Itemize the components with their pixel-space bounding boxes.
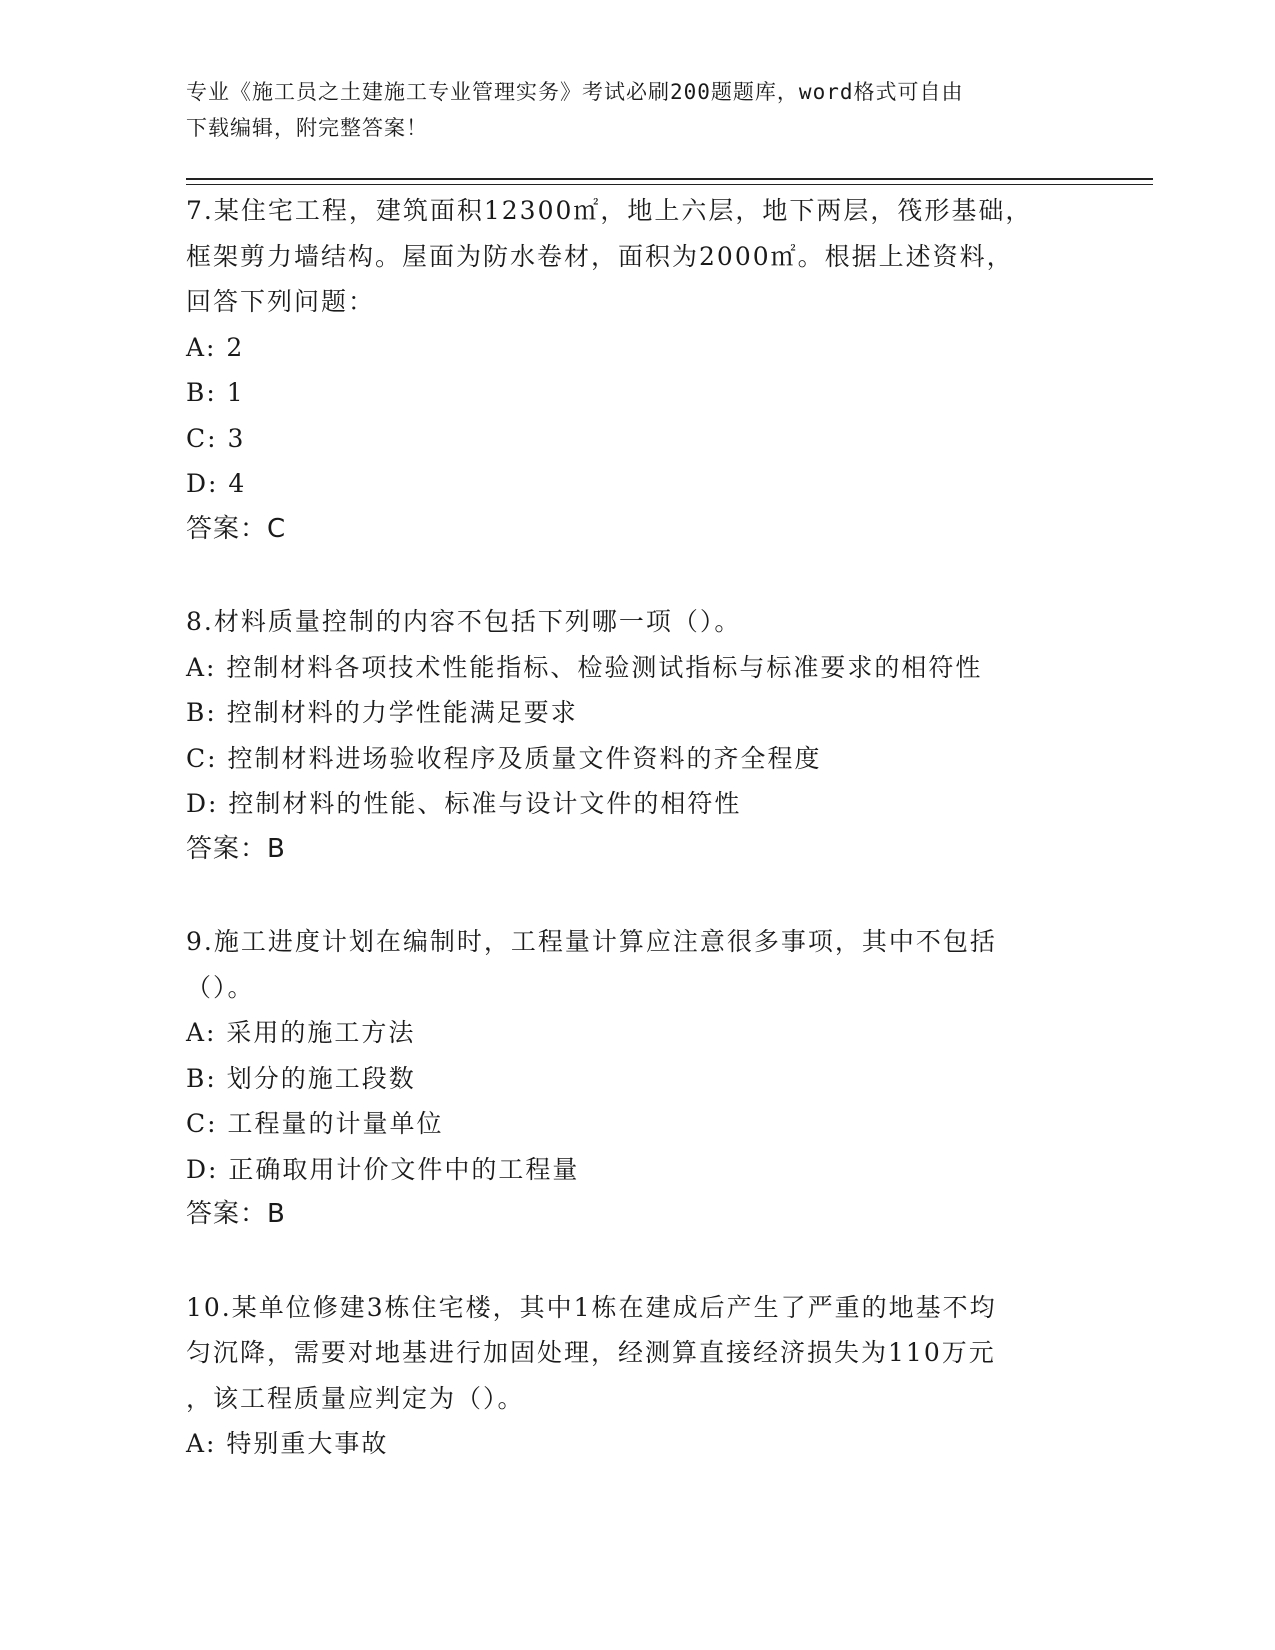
question-text-line: 框架剪力墙结构。屋面为防水卷材，面积为2000㎡。根据上述资料， <box>186 241 1014 271</box>
question-text-line: 8.材料质量控制的内容不包括下列哪一项（）。 <box>186 607 742 636</box>
option-c: C: 工程量的计量单位 <box>186 1109 444 1138</box>
header-divider-thin <box>186 184 1153 185</box>
document-header <box>186 74 1076 146</box>
question-text-line: 9.施工进度计划在编制时，工程量计算应注意很多事项，其中不包括 <box>186 927 997 956</box>
option-b: B: 划分的施工段数 <box>186 1063 416 1093</box>
header-line-2: 下载编辑，附完整答案！ <box>186 116 428 140</box>
option-b: B: 1 <box>186 378 245 407</box>
option-a: A: 控制材料各项技术性能指标、检验测试指标与标准要求的相符性 <box>186 652 983 682</box>
option-c: C: 3 <box>186 423 246 453</box>
question-list <box>186 188 1086 1467</box>
header-line-1: 专业《施工员之土建施工专业管理实务》考试必刷200题题库，word格式可自由 <box>186 80 964 104</box>
option-d: D: 控制材料的性能、标准与设计文件的相符性 <box>186 789 742 818</box>
answer: 答案：B <box>186 833 286 864</box>
question-text-line: 10.某单位修建3栋住宅楼，其中1栋在建成后产生了严重的地基不均 <box>186 1292 997 1322</box>
question-9 <box>186 919 1086 1238</box>
option-a: A: 特别重大事故 <box>186 1429 389 1458</box>
question-text-line: 7.某住宅工程，建筑面积12300㎡，地上六层，地下两层，筏形基础， <box>186 196 1033 225</box>
question-text-line: 回答下列问题： <box>186 287 376 316</box>
question-8 <box>186 599 1086 872</box>
option-a: A: 2 <box>186 332 245 362</box>
option-b: B: 控制材料的力学性能满足要求 <box>186 698 578 727</box>
answer: 答案：B <box>186 1199 286 1229</box>
question-text-line: （）。 <box>186 972 255 1002</box>
question-7 <box>186 188 1086 552</box>
question-10 <box>186 1285 1086 1467</box>
option-d: D: 正确取用计价文件中的工程量 <box>186 1154 580 1184</box>
header-divider-thick <box>186 178 1153 180</box>
question-text-line: ，该工程质量应判定为（）。 <box>186 1383 525 1413</box>
option-c: C: 控制材料进场验收程序及质量文件资料的齐全程度 <box>186 743 822 773</box>
option-d: D: 4 <box>186 469 247 498</box>
answer: 答案：C <box>186 513 287 544</box>
question-text-line: 匀沉降，需要对地基进行加固处理，经测算直接经济损失为110万元 <box>186 1338 996 1367</box>
option-a: A: 采用的施工方法 <box>186 1018 416 1047</box>
